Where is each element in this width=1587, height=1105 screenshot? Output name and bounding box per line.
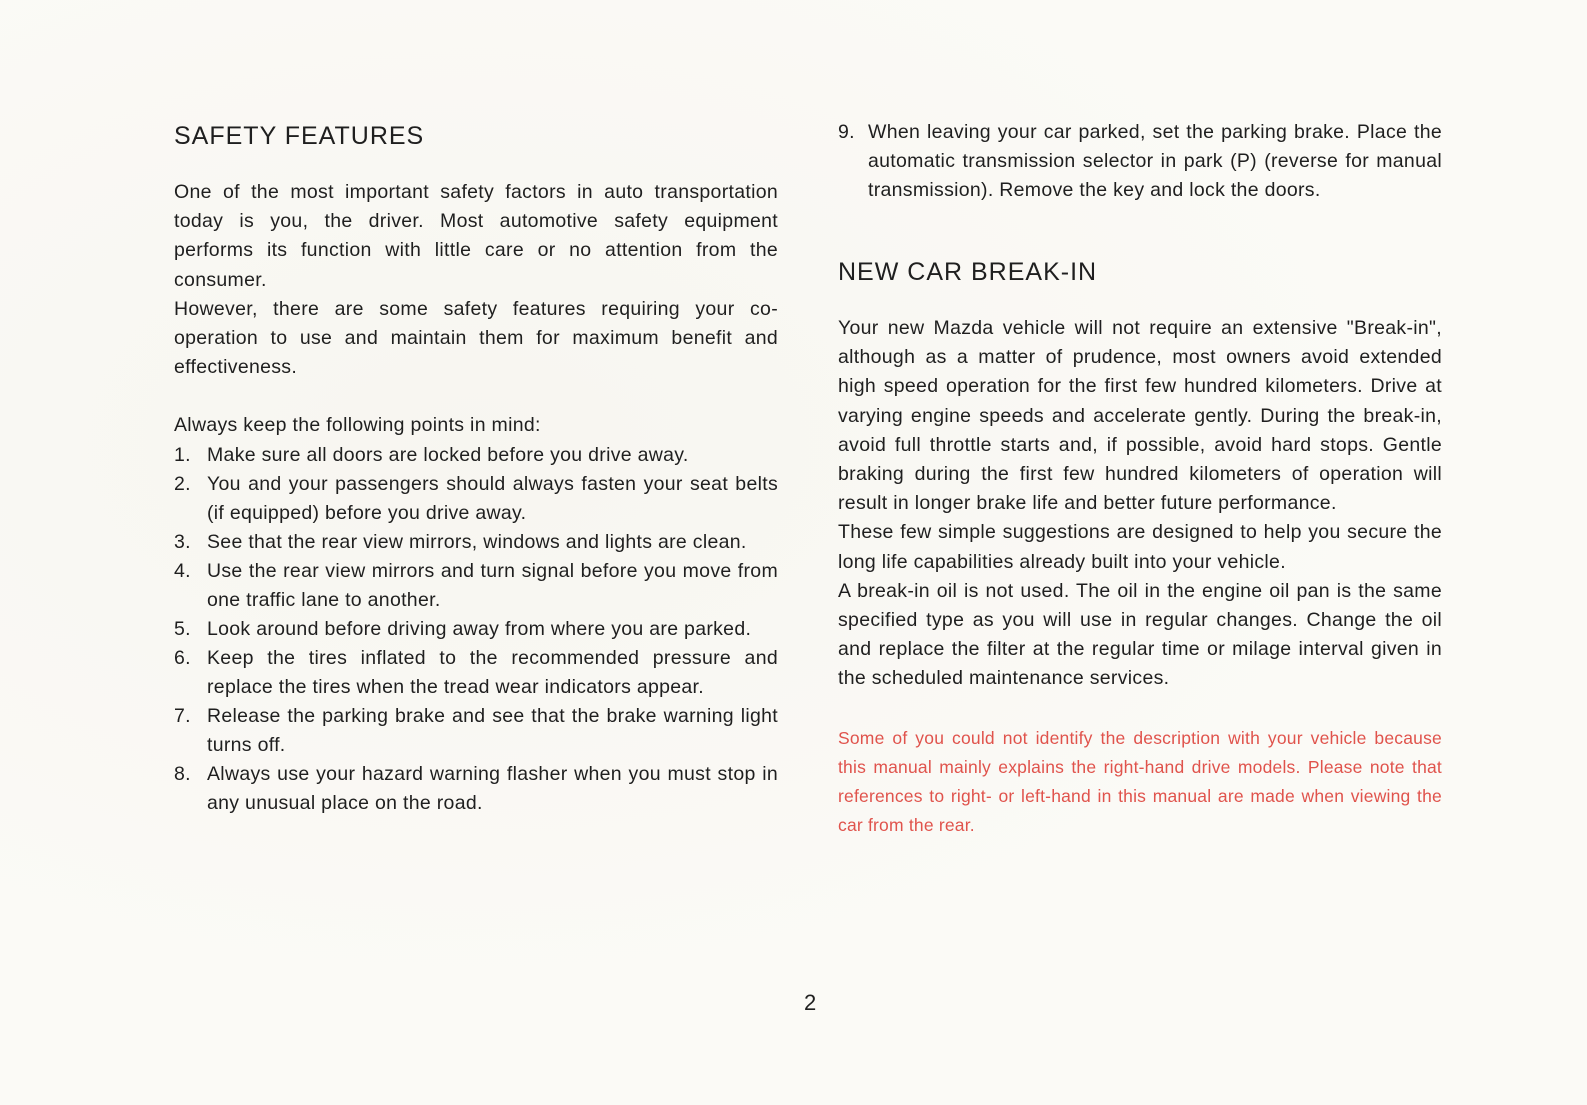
item-text: Always use your hazard warning flasher when you must stop in any unusual place on the road. [207,762,778,814]
safety-points-list-continued [838,118,1442,205]
left-column [174,118,778,818]
item-number: 4. [174,559,191,582]
list-item [174,557,778,615]
item-number: 9. [838,121,855,143]
item-number: 6. [174,646,191,669]
break-in-paragraph: Your new Mazda vehicle will not require an extensive "Break-in", although as a matter of prudence, most owners avoid extended high speed operation for the first few hundred kilometers. Drive at varying engine speeds and accelerate gently. During the break-in, avoid full throttle starts and, if possible, avoid hard stops. Gentle braking during the first few hundred kilometers of operation will result in longer brake life and better future performance. [838,317,1442,515]
item-text: You and your passengers should always fasten your seat belts (if equipped) before you drive away. [207,472,778,524]
page-number: 2 [804,990,817,1015]
item-text: Look around before driving away from where you are parked. [207,617,752,640]
item-text: When leaving your car parked, set the parking brake. Place the automatic transmission selector in park (P) (reverse for manual transmission). Remove the key and lock the doors. [868,121,1442,201]
safety-intro-paragraph: One of the most important safety factors in auto transportation today is you, the driver. Most automotive safety equipment performs its function with little care or no attention from the consumer. [174,181,778,291]
break-in-heading: NEW CAR BREAK-IN [838,258,1098,286]
list-item [174,615,778,644]
safety-cooperation-paragraph: However, there are some safety features requiring your co-operation to use and maintain them for maximum benefit and effectiveness. [174,297,778,379]
list-item [174,644,778,702]
list-item [838,118,1442,205]
item-text: Release the parking brake and see that the brake warning light turns off. [207,704,778,756]
item-text: Use the rear view mirrors and turn signal before you move from one traffic lane to another. [207,559,778,611]
item-text: Make sure all doors are locked before you drive away. [207,443,689,466]
suggestions-paragraph: These few simple suggestions are designed to help you secure the long life capabilities already built into your vehicle. [838,521,1442,573]
item-number: 1. [174,443,191,466]
item-text: Keep the tires inflated to the recommended pressure and replace the tires when the tread wear indicators appear. [207,646,778,698]
item-number: 5. [174,617,191,640]
list-item [174,760,778,818]
safety-features-heading: SAFETY FEATURES [174,122,425,150]
list-item [174,528,778,557]
list-item [174,470,778,528]
safety-points-list [174,441,778,818]
right-column [838,118,1442,858]
list-item [174,441,778,470]
break-in-oil-paragraph: A break-in oil is not used. The oil in the engine oil pan is the same specified type as you will use in regular changes. Change the oil and replace the filter at the regular time or milage interval given in the scheduled maintenance services. [838,579,1442,690]
item-number: 8. [174,762,191,785]
right-hand-drive-note: Some of you could not identify the description with your vehicle because this manual mainly explains the right-hand drive models. Please note that references to right- or left-hand in this manual are made when viewing the car from the rear. [838,727,1442,836]
item-number: 2. [174,472,191,495]
item-text: See that the rear view mirrors, windows and lights are clean. [207,530,747,553]
item-number: 3. [174,530,191,553]
points-lead-text: Always keep the following points in mind: [174,414,541,437]
item-number: 7. [174,704,191,727]
list-item [174,702,778,760]
